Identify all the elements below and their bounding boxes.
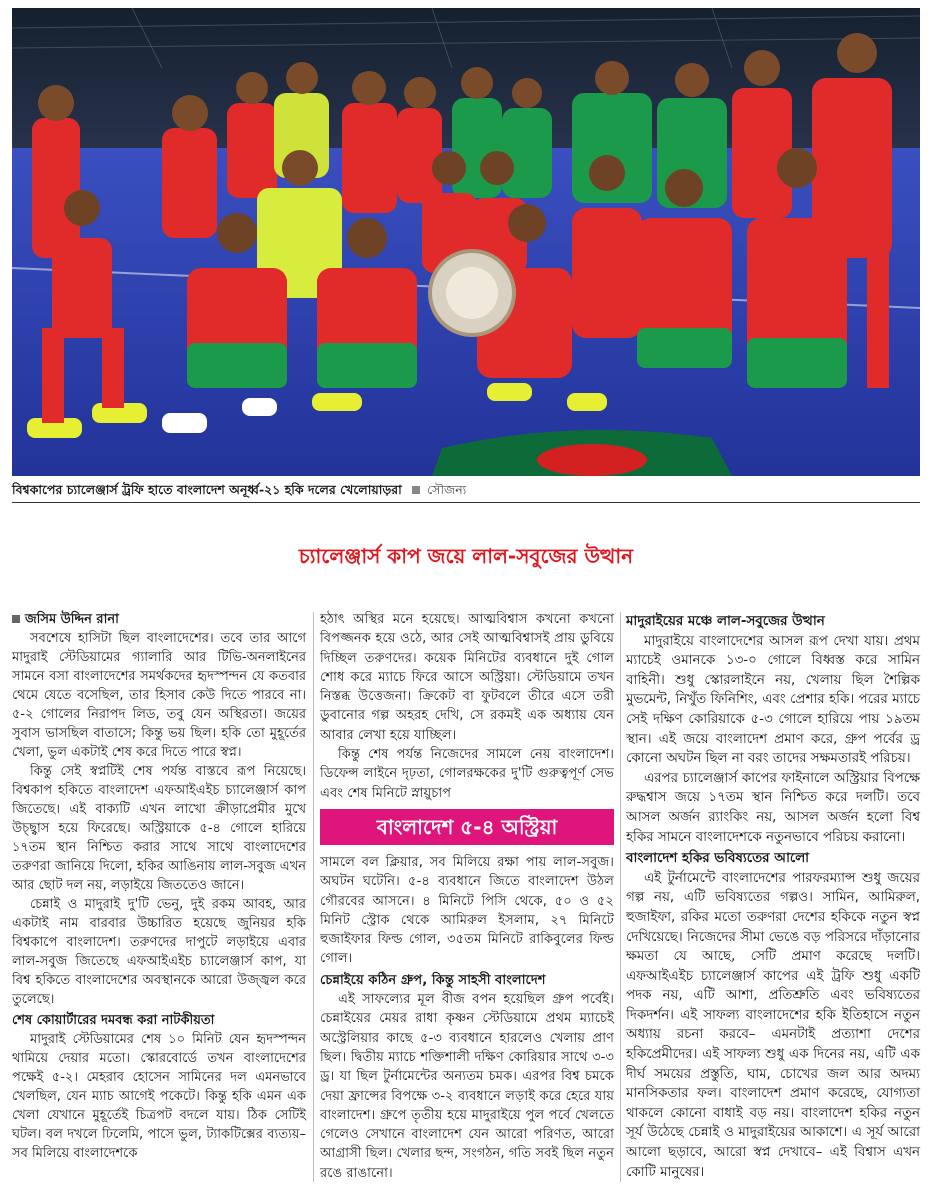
article-column-2 [320, 610, 614, 1183]
headline: চ্যালেঞ্জার্স কাপ জয়ে লাল-সবুজের উত্থান [298, 544, 634, 568]
paragraph: মাদুরাইয়ে বাংলাদেশের আসল রূপ দেখা যায়। প্রথম ম্যাচেই ওমানকে ১৩-০ গোলে বিধ্বস্ত করে সামিন বাহিনী। শুধু স্কোরলাইনে নয়, খেলায় ছিল শৈল্পিক মুভমেন্ট, নিখুঁত ফিনিশিং, এবং প্রেশার হকি। পরের ম্যাচে সেই দক্ষিণ কোরিয়াকে ৫-৩ গোলে হারিয়ে পায় ১৯তম স্থান। এই জয়ে বাংলাদেশ প্রমাণ করে, গ্রুপ পর্বের ড্র কোনো অঘটন ছিল না বরং তাদের সক্ষমতারই পরিচয়। [626, 633, 920, 767]
photo-caption [12, 480, 920, 503]
paragraph: এই সাফল্যের মূল বীজ বপন হয়েছিল গ্রুপ পর্বেই। চেন্নাইয়ের মেয়র রাধা কৃষ্ণন স্টেডিয়ামে প্রথম ম্যাচেই অস্ট্রেলিয়ার কাছে ৫-৩ ব্যবধানে হারলেও খেলায় প্রাণ ছিল। দ্বিতীয় ম্যাচে শক্তিশালী দক্ষিণ কোরিয়ার সাথে ৩-৩ ড্র। যা ছিল টুর্নামেন্টের অন্যতম চমক। এরপর বিশ্ব চমকে দেয়া ফ্রান্সের বিপক্ষে ৩-২ ব্যবধানে লড়াই করে হেরে যায় বাংলাদেশ। গ্রুপে তৃতীয় হয়ে মাদুরাইয়ে পুল পর্বে খেলতে গেলেও সেখানে বাংলাদেশ যেন আরো পরিণত, আরো আগ্রাসী ছিল। খেলার ছন্দ, সংগঠন, গতি সবই ছিল নতুন রঙে রাঙানো। [320, 992, 614, 1181]
caption-text: বিশ্বকাপের চ্যালেঞ্জার্স ট্রফি হাতে বাংলাদেশ অনূর্ধ্ব-২১ হকি দলের খেলোয়াড়রা [12, 482, 402, 497]
hockey-team-photo-icon [12, 8, 920, 476]
paragraph: মাদুরাই স্টেডিয়ামের শেষ ১০ মিনিট যেন হৃদস্পন্দন থামিয়ে দেয়ার মতো। স্কোরবোর্ডে তখন বাংলাদেশের পক্ষেই ৫-২। মেহরাব হোসেন সামিনের দল এমনভাবে খেলছিল, যেন ম্যাচ আগেই পকেটে। কিন্তু হকি এমন এক খেলা যেখানে মুহূর্তেই চিত্রপট বদলে যায়। ঠিক সেটিই ঘটল। বল দখলে ঢিলেমি, পাসে ভুল, ট্যাকটিক্সের ব্যত্যয়– সব মিলিয়ে বাংলাদেশকে [12, 1032, 306, 1161]
paragraph: কিন্তু শেষ পর্যন্ত নিজেদের সামলে নেয় বাংলাদেশ। ডিফেন্স লাইনে দৃঢ়তা, গোলরক্ষকের দু'টি গুরুত্বপূর্ণ সেভ এবং শেষ মিনিটে স্নায়ুচাপ [320, 747, 614, 801]
square-bullet-icon [412, 486, 420, 494]
subheading: মাদুরাইয়ের মঞ্চে লাল-সবুজের উত্থান [626, 614, 825, 629]
column-divider [620, 612, 621, 1182]
article-column-3 [626, 610, 920, 1182]
caption-credit: সৌজন্য [427, 482, 467, 497]
column-divider [313, 612, 314, 1182]
byline-name: জসিম উদ্দিন রানা [25, 612, 119, 627]
byline [12, 610, 306, 629]
paragraph: হঠাৎ অস্থির মনে হয়েছে। আত্মবিশ্বাস কখনো কখনো বিপজ্জনক হয়ে ওঠে, আর সেই আত্মবিশ্বাসই প্রায় ডুবিয়ে দিচ্ছিল তরুণদের। কয়েক মিনিটের ব্যবধানে দুই গোল শোধ করে ম্যাচে ফিরে আসে অস্ট্রিয়া। স্টেডিয়ামে তখন নিস্তব্ধ উত্তেজনা। ক্রিকেট বা ফুটবলে তীরে এসে তরী ডুবানোর গল্প অহরহ দেখি, সে রকমই এক অধ্যায় যেন আবার লেখা হয়ে যাচ্ছিল। [320, 612, 614, 743]
article-column-1 [12, 610, 306, 1163]
paragraph: সামলে বল ক্লিয়ার, সব মিলিয়ে রক্ষা পায় লাল-সবুজ। অঘটন ঘটেনি। ৫-৪ ব্যবধানে জিতে বাংলাদেশ উঠল গৌরবের আসনে। ৪ মিনিটে পিসি থেকে, ৫০ ও ৫২ মিনিট স্ট্রোক থেকে আমিরুল ইসলাম, ২৭ মিনিটে হুজাইফার ফিল্ড গোল, ৩৫তম মিনিটে রাকিবুলের ফিল্ড গোল। [320, 854, 614, 967]
paragraph: কিন্তু সেই স্বপ্নটিই শেষ পর্যন্ত বাস্তবে রূপ নিয়েছে। বিশ্বকাপ হকিতে বাংলাদেশ এফআইএইচ চ্যালেঞ্জার্স কাপ জিতেছে। এই বাক্যটি এখন লাখো ক্রীড়াপ্রেমীর মুখে উচ্ছ্বাস হয়ে ফিরেছে। অস্ট্রিয়াকে ৫-৪ গোলে হারিয়ে ১৭তম স্থান নিশ্চিত করার সাথে সাথে বাংলাদেশের তরুণরা জানিয়ে দিলো, হকির আঙিনায় লাল-সবুজ এখন আর ছোট দল নয়, লড়াইয়ে জিততেও জানে। [12, 764, 306, 893]
subheading: চেন্নাইয়ে কঠিন গ্রুপ, কিন্তু সাহসী বাংলাদেশ [320, 972, 546, 988]
paragraph: সবশেষে হাসিটা ছিল বাংলাদেশের। তবে তার আগে মাদুরাই স্টেডিয়ামের গ্যালারি আর টিভি-অনলাইনের সামনে বসা বাংলাদেশের সমর্থকদের হৃদস্পন্দন যে কতবার থেমে যেতে বসেছিল, তার হিসাব কেউ দিতে পারবে না। ৫-২ গোলের নিরাপদ লিড, তবু যেন অস্থিরতা। জয়ের সুবাস ভাসছিল বাতাসে; কিন্তু ভয় ছিল। হকি তো মুহূর্তের খেলা, ভুল একটাই শেষ করে দিতে পারে স্বপ্ন। [12, 631, 306, 760]
score-highlight-box: বাংলাদেশ ৫-৪ অস্ট্রিয়া [320, 809, 614, 845]
paragraph: এরপর চ্যালেঞ্জার্স কাপের ফাইনালে অস্ট্রিয়ার বিপক্ষে রুদ্ধশ্বাস জয়ে ১৭তম স্থান নিশ্চিত করে দলটি। তবে আসল অর্জন র‍্যাংকিং নয়, আসল অর্জন হলো বিশ্ব হকির সামনে বাংলাদেশকে নতুনভাবে পরিচয় করানো। [626, 770, 920, 845]
paragraph: চেন্নাই ও মাদুরাই দু'টি ভেনু, দুই রকম আবহ, আর একটাই নাম বারবার উচ্চারিত হয়েছে জুনিয়র হকি বিশ্বকাপে বাংলাদেশ। তরুণদের দাপুটে লড়াইয়ে এবার লাল-সবুজ জিতেছে এফআইএইচ চ্যালেঞ্জার্স কাপ, যা বিশ্ব হকিতে বাংলাদেশের অবস্থানকে আরো উজ্জ্বল করে তুলেছে। [12, 897, 306, 1007]
team-photo [12, 8, 920, 476]
subheading: বাংলাদেশ হকির ভবিষ্যতের আলো [626, 851, 810, 867]
paragraph: এই টুর্নামেন্টে বাংলাদেশের পারফরম্যান্স শুধু জয়ের গল্প নয়, এটি ভবিষ্যতের গল্পও। সামিন, আমিরুল, হুজাইফা, রকির মতো তরুণরা দেশের হকিকে নতুন স্বপ্ন দেখিয়েছে। নিজেদের সীমা ভেঙে বড় পরিসরে দাঁড়ানোর ক্ষমতা যে আছে, সেটি প্রমাণ করেছে দলটি। এফআইএইচ চ্যালেঞ্জার্স কাপের এই ট্রফি শুধু একটি পদক নয়, এটি আশা, প্রতিশ্রুতি এবং ভবিষ্যতের দিকদর্শন। এই সাফল্য বাংলাদেশের হকি ইতিহাসে নতুন অধ্যায় রচনা করবে– এমনটাই প্রত্যাশা দেশের হকিপ্রেমীদের। এই সাফল্য শুধু এক দিনের নয়, এটি এক দীর্ঘ সময়ের প্রস্তুতি, ঘাম, চোখের জল আর অদম্য মানসিকতার ফল। বাংলাদেশ প্রমাণ করেছে, যোগ্যতা থাকলে কোনো বাধাই বড় নয়। বাংলাদেশ হকির নতুন সূর্য উঠেছে চেন্নাই ও মাদুরাইয়ের আকাশে। এ সূর্য আরো আলো ছড়াবে, আরো স্বপ্ন দেখাবে– এই বিশ্বাস এখন কোটি মানুষের। [626, 870, 920, 1180]
square-bullet-icon [12, 615, 20, 623]
subheading: শেষ কোয়ার্টারের দমবন্ধ করা নাটকীয়তা [12, 1013, 215, 1028]
